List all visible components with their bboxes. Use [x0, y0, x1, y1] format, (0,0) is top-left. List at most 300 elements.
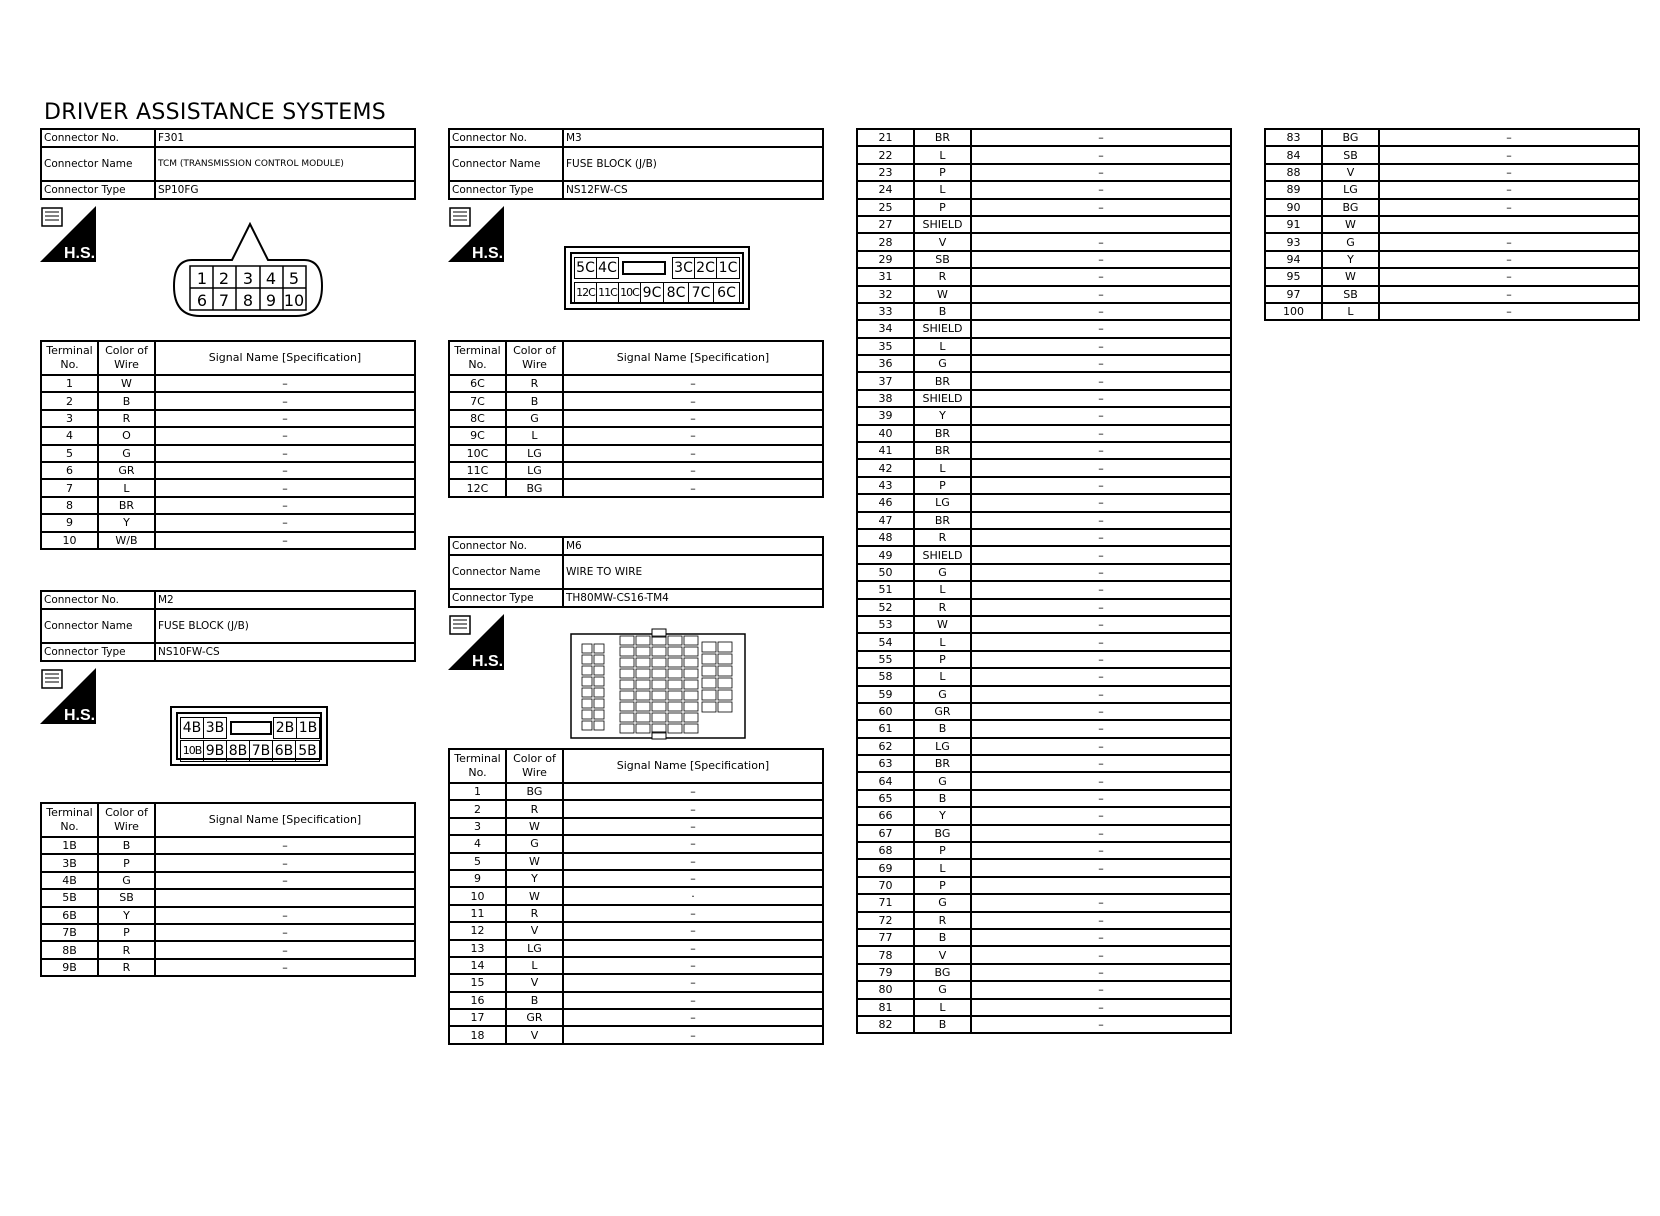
table-row — [857, 651, 1231, 668]
terminal-cell: 94 — [1265, 251, 1322, 268]
table-row — [857, 199, 1231, 216]
signal-name-cell: – — [971, 529, 1231, 546]
signal-name-cell: – — [971, 564, 1231, 581]
table-row — [857, 877, 1231, 894]
terminal-cell: 58 — [857, 668, 914, 685]
table-row — [857, 129, 1231, 146]
wire-color-cell: BR — [914, 425, 971, 442]
signal-name-cell: – — [155, 462, 415, 479]
terminal-cell: 84 — [1265, 146, 1322, 163]
wire-color-cell: P — [98, 854, 155, 871]
terminal-cell: 15 — [449, 974, 506, 991]
terminal-cell: 27 — [857, 216, 914, 233]
terminal-cell: 28 — [857, 233, 914, 250]
signal-name-cell — [971, 877, 1231, 894]
table-row — [449, 445, 823, 462]
terminal-cell: 9C — [449, 427, 506, 444]
signal-name-cell: – — [971, 372, 1231, 389]
wire-color-cell: LG — [1322, 181, 1379, 198]
terminal-cell: 29 — [857, 251, 914, 268]
table-row — [1265, 303, 1639, 320]
wire-color-cell: W — [1322, 268, 1379, 285]
wire-color-cell: B — [914, 1016, 971, 1033]
signal-name-cell: – — [971, 477, 1231, 494]
wire-color-cell: GR — [914, 703, 971, 720]
terminal-cell: 47 — [857, 512, 914, 529]
terminal-cell: 66 — [857, 807, 914, 824]
connector-type-value: TH80MW-CS16-TM4 — [563, 589, 823, 607]
wire-color-cell: R — [98, 410, 155, 427]
wire-color-cell: G — [506, 410, 563, 427]
table-row — [449, 974, 823, 991]
terminal-cell: 49 — [857, 546, 914, 563]
table-row — [1265, 199, 1639, 216]
signal-name-cell: – — [971, 946, 1231, 963]
terminal-cell: 3B — [41, 854, 98, 871]
terminal-cell: 4 — [449, 835, 506, 852]
terminal-cell: 77 — [857, 929, 914, 946]
table-row — [857, 807, 1231, 824]
wire-color-cell: W — [1322, 216, 1379, 233]
terminal-cell: 70 — [857, 877, 914, 894]
signal-name-cell: – — [1379, 146, 1639, 163]
terminal-cell: 6C — [449, 375, 506, 392]
table-row — [41, 410, 415, 427]
terminal-cell: 14 — [449, 957, 506, 974]
table-row — [449, 1009, 823, 1026]
signal-name-cell: – — [563, 392, 823, 409]
signal-name-cell: – — [155, 392, 415, 409]
m6-info-table — [448, 536, 824, 608]
table-row — [857, 459, 1231, 476]
wire-color-cell: BG — [914, 825, 971, 842]
signal-name-cell: – — [563, 1026, 823, 1043]
terminal-cell: 5 — [41, 445, 98, 462]
table-row — [857, 772, 1231, 789]
svg-text:8: 8 — [242, 291, 254, 310]
table-row — [857, 529, 1231, 546]
wire-color-cell: Y — [914, 807, 971, 824]
terminal-cell: 10C — [449, 445, 506, 462]
table-row — [857, 146, 1231, 163]
signal-name-cell: – — [971, 616, 1231, 633]
table-row — [449, 1026, 823, 1043]
wire-color-cell: R — [914, 268, 971, 285]
terminal-cell: 38 — [857, 390, 914, 407]
wire-color-cell: G — [98, 872, 155, 889]
wire-color-cell: G — [914, 772, 971, 789]
table-row — [41, 924, 415, 941]
table-row — [41, 445, 415, 462]
wire-color-cell: R — [506, 375, 563, 392]
terminal-cell: 50 — [857, 564, 914, 581]
terminal-cell: 59 — [857, 686, 914, 703]
terminal-no-header: Terminal No. — [449, 341, 506, 375]
connector-no-label: Connector No. — [449, 129, 563, 147]
hs-badge-icon — [448, 206, 504, 262]
connector-name-value: TCM (TRANSMISSION CONTROL MODULE) — [155, 147, 415, 181]
connector-no-value: M3 — [563, 129, 823, 147]
wire-color-cell: B — [98, 837, 155, 854]
color-header: Color of Wire — [506, 749, 563, 783]
table-row — [449, 887, 823, 904]
signal-name-cell: – — [971, 738, 1231, 755]
table-row — [857, 268, 1231, 285]
signal-name-cell: – — [563, 410, 823, 427]
wire-color-cell: R — [98, 941, 155, 958]
wire-color-cell: B — [914, 929, 971, 946]
terminal-cell: 1B — [41, 837, 98, 854]
signal-name-cell: – — [563, 818, 823, 835]
wire-color-cell: SHIELD — [914, 390, 971, 407]
table-row — [449, 800, 823, 817]
signal-name-cell: – — [563, 940, 823, 957]
connector-name-label: Connector Name — [449, 555, 563, 589]
table-row — [449, 818, 823, 835]
signal-name-cell: – — [971, 999, 1231, 1016]
signal-name-cell: – — [1379, 286, 1639, 303]
terminal-cell: 37 — [857, 372, 914, 389]
wire-color-cell: LG — [506, 445, 563, 462]
f301-info-table — [40, 128, 416, 200]
signal-name-cell: – — [971, 964, 1231, 981]
wire-color-cell: L — [914, 338, 971, 355]
table-row — [1265, 129, 1639, 146]
terminal-cell: 78 — [857, 946, 914, 963]
terminal-cell: 93 — [1265, 233, 1322, 250]
table-row — [857, 946, 1231, 963]
terminal-cell: 63 — [857, 755, 914, 772]
color-header: Color of Wire — [98, 341, 155, 375]
terminal-cell: 2 — [41, 392, 98, 409]
signal-name-cell: – — [971, 512, 1231, 529]
signal-name-cell: – — [563, 445, 823, 462]
table-row — [857, 825, 1231, 842]
terminal-cell: 18 — [449, 1026, 506, 1043]
wire-color-cell: BG — [1322, 199, 1379, 216]
terminal-cell: 9 — [449, 870, 506, 887]
signal-name-cell: – — [1379, 181, 1639, 198]
wire-color-cell: R — [914, 912, 971, 929]
wire-color-cell: Y — [98, 907, 155, 924]
wire-color-cell: L — [506, 427, 563, 444]
wire-color-cell: Y — [506, 870, 563, 887]
terminal-cell: 79 — [857, 964, 914, 981]
terminal-cell: 13 — [449, 940, 506, 957]
terminal-cell: 67 — [857, 825, 914, 842]
table-row — [857, 842, 1231, 859]
terminal-cell: 72 — [857, 912, 914, 929]
table-row — [857, 1016, 1231, 1033]
table-row — [449, 783, 823, 800]
signal-name-cell: – — [971, 251, 1231, 268]
wire-color-cell: L — [914, 181, 971, 198]
signal-name-cell: – — [563, 870, 823, 887]
terminal-cell: 80 — [857, 981, 914, 998]
wire-color-cell: G — [914, 894, 971, 911]
terminal-cell: 100 — [1265, 303, 1322, 320]
table-row — [857, 355, 1231, 372]
signal-name-cell: – — [155, 427, 415, 444]
terminal-cell: 42 — [857, 459, 914, 476]
terminal-no-header: Terminal No. — [449, 749, 506, 783]
table-row — [449, 992, 823, 1009]
terminal-no-header: Terminal No. — [41, 803, 98, 837]
f301-connector-face — [172, 222, 324, 318]
wire-color-cell: G — [914, 355, 971, 372]
wire-color-cell: L — [914, 633, 971, 650]
hs-badge-icon — [448, 614, 504, 670]
signal-name-cell: – — [971, 668, 1231, 685]
wire-color-cell: V — [506, 974, 563, 991]
signal-name-cell: – — [1379, 233, 1639, 250]
signal-name-cell: – — [971, 686, 1231, 703]
connector-name-label: Connector Name — [41, 609, 155, 643]
svg-text:H.S.: H.S. — [472, 245, 504, 262]
table-row — [857, 442, 1231, 459]
wire-color-cell: R — [506, 800, 563, 817]
table-row — [857, 338, 1231, 355]
wire-color-cell: Y — [98, 514, 155, 531]
terminal-cell: 8 — [41, 497, 98, 514]
signal-name-cell: – — [563, 427, 823, 444]
signal-name-cell: – — [155, 907, 415, 924]
terminal-cell: 11C — [449, 462, 506, 479]
wire-color-cell: BR — [914, 442, 971, 459]
signal-name-cell: – — [1379, 164, 1639, 181]
signal-name-cell: – — [971, 894, 1231, 911]
m2-connector-face: 4B 3B 2B 1B 10B 9B 8B 7B 6B 5B — [170, 706, 328, 766]
wire-color-cell: B — [506, 392, 563, 409]
table-row — [449, 462, 823, 479]
table-row — [449, 410, 823, 427]
signal-name-cell: · — [563, 887, 823, 904]
signal-header: Signal Name [Specification] — [563, 341, 823, 375]
signal-name-cell: – — [971, 233, 1231, 250]
wire-color-cell: G — [98, 445, 155, 462]
terminal-cell: 52 — [857, 599, 914, 616]
table-row — [449, 427, 823, 444]
table-row — [449, 375, 823, 392]
table-row — [41, 837, 415, 854]
terminal-cell: 34 — [857, 320, 914, 337]
signal-name-cell: – — [155, 479, 415, 496]
f301-pin-table — [40, 340, 416, 550]
signal-name-cell: – — [563, 853, 823, 870]
terminal-cell: 36 — [857, 355, 914, 372]
signal-name-cell: – — [971, 790, 1231, 807]
signal-name-cell: – — [971, 199, 1231, 216]
terminal-cell: 5B — [41, 889, 98, 906]
wire-color-cell: SHIELD — [914, 216, 971, 233]
signal-name-cell: – — [563, 957, 823, 974]
table-row — [41, 959, 415, 976]
table-row — [449, 392, 823, 409]
terminal-cell: 8B — [41, 941, 98, 958]
signal-name-cell: – — [971, 546, 1231, 563]
wire-color-cell: W — [914, 286, 971, 303]
table-row — [41, 375, 415, 392]
svg-text:H.S.: H.S. — [64, 245, 96, 262]
signal-name-cell: – — [155, 959, 415, 976]
terminal-cell: 48 — [857, 529, 914, 546]
wire-color-cell: BR — [914, 129, 971, 146]
table-row — [857, 964, 1231, 981]
m3-pin-table — [448, 340, 824, 498]
wire-color-cell: B — [98, 392, 155, 409]
wire-color-cell: SB — [1322, 146, 1379, 163]
signal-name-cell: – — [971, 633, 1231, 650]
signal-name-cell: – — [971, 355, 1231, 372]
signal-name-cell: – — [971, 1016, 1231, 1033]
table-row — [857, 390, 1231, 407]
table-row — [857, 164, 1231, 181]
wire-color-cell: B — [506, 992, 563, 1009]
terminal-cell: 65 — [857, 790, 914, 807]
table-row — [41, 889, 415, 906]
svg-text:1: 1 — [196, 269, 208, 288]
wire-color-cell: B — [914, 790, 971, 807]
connector-no-label: Connector No. — [41, 129, 155, 147]
table-row — [857, 633, 1231, 650]
table-row — [857, 790, 1231, 807]
table-row — [41, 941, 415, 958]
terminal-cell: 21 — [857, 129, 914, 146]
terminal-cell: 33 — [857, 303, 914, 320]
m2-pin-table — [40, 802, 416, 977]
table-row — [857, 512, 1231, 529]
table-row — [41, 479, 415, 496]
wire-color-cell: R — [914, 529, 971, 546]
table-row — [857, 216, 1231, 233]
wire-color-cell: G — [914, 981, 971, 998]
signal-name-cell: – — [1379, 251, 1639, 268]
table-row — [857, 477, 1231, 494]
wire-color-cell: L — [914, 146, 971, 163]
signal-name-cell: – — [971, 390, 1231, 407]
color-header: Color of Wire — [98, 803, 155, 837]
m6-connector-face — [570, 628, 746, 740]
wire-color-cell: LG — [506, 462, 563, 479]
signal-name-cell: – — [563, 800, 823, 817]
table-row — [857, 686, 1231, 703]
signal-name-cell: – — [971, 303, 1231, 320]
signal-name-cell: – — [971, 459, 1231, 476]
terminal-cell: 71 — [857, 894, 914, 911]
terminal-cell: 35 — [857, 338, 914, 355]
wire-color-cell: P — [914, 842, 971, 859]
terminal-cell: 25 — [857, 199, 914, 216]
wire-color-cell: R — [506, 905, 563, 922]
terminal-cell: 61 — [857, 720, 914, 737]
m2-info-table — [40, 590, 416, 662]
wire-color-cell: SHIELD — [914, 320, 971, 337]
signal-name-cell: – — [155, 497, 415, 514]
wire-color-cell: V — [506, 1026, 563, 1043]
signal-name-cell: – — [1379, 268, 1639, 285]
signal-name-cell: – — [1379, 199, 1639, 216]
table-row — [41, 854, 415, 871]
table-row — [1265, 181, 1639, 198]
svg-text:5: 5 — [288, 269, 300, 288]
signal-name-cell — [155, 889, 415, 906]
connector-type-value: SP10FG — [155, 181, 415, 199]
wire-color-cell: L — [98, 479, 155, 496]
connector-no-label: Connector No. — [449, 537, 563, 555]
wire-color-cell: V — [1322, 164, 1379, 181]
wire-color-cell: O — [98, 427, 155, 444]
terminal-cell: 32 — [857, 286, 914, 303]
terminal-cell: 54 — [857, 633, 914, 650]
table-row — [449, 957, 823, 974]
terminal-cell: 90 — [1265, 199, 1322, 216]
terminal-cell: 89 — [1265, 181, 1322, 198]
wire-color-cell: L — [506, 957, 563, 974]
page-title: DRIVER ASSISTANCE SYSTEMS — [44, 100, 387, 125]
terminal-cell: 6 — [41, 462, 98, 479]
svg-text:4: 4 — [265, 269, 277, 288]
terminal-cell: 55 — [857, 651, 914, 668]
table-row — [857, 981, 1231, 998]
connector-no-label: Connector No. — [41, 591, 155, 609]
signal-name-cell: – — [971, 407, 1231, 424]
signal-name-cell: – — [971, 599, 1231, 616]
table-row — [857, 546, 1231, 563]
connector-type-label: Connector Type — [449, 181, 563, 199]
m6-pin-table — [448, 748, 824, 1045]
table-row — [857, 720, 1231, 737]
wire-color-cell: SHIELD — [914, 546, 971, 563]
table-row — [41, 497, 415, 514]
wire-color-cell: BR — [914, 372, 971, 389]
wire-color-cell: P — [914, 477, 971, 494]
wire-color-cell: V — [914, 233, 971, 250]
wire-color-cell: BR — [914, 755, 971, 772]
signal-name-cell — [971, 216, 1231, 233]
signal-name-cell: – — [563, 1009, 823, 1026]
wire-color-cell: L — [914, 668, 971, 685]
wire-color-cell: B — [914, 720, 971, 737]
table-row — [857, 616, 1231, 633]
wire-color-cell: G — [1322, 233, 1379, 250]
table-row — [449, 835, 823, 852]
terminal-cell: 9 — [41, 514, 98, 531]
signal-name-cell: – — [1379, 129, 1639, 146]
table-row — [857, 303, 1231, 320]
terminal-cell: 6B — [41, 907, 98, 924]
svg-text:3: 3 — [242, 269, 254, 288]
table-row — [857, 425, 1231, 442]
signal-name-cell: – — [155, 872, 415, 889]
svg-text:7: 7 — [218, 291, 230, 310]
terminal-cell: 2 — [449, 800, 506, 817]
terminal-cell: 82 — [857, 1016, 914, 1033]
table-row — [449, 479, 823, 496]
terminal-cell: 7B — [41, 924, 98, 941]
wire-color-cell: P — [914, 164, 971, 181]
table-row — [857, 407, 1231, 424]
terminal-cell: 10 — [41, 532, 98, 549]
terminal-cell: 81 — [857, 999, 914, 1016]
connector-name-label: Connector Name — [449, 147, 563, 181]
wire-color-cell: BG — [914, 964, 971, 981]
wire-color-cell: P — [98, 924, 155, 941]
wire-color-cell: Y — [914, 407, 971, 424]
terminal-cell: 16 — [449, 992, 506, 1009]
table-row — [449, 905, 823, 922]
terminal-cell: 11 — [449, 905, 506, 922]
table-row — [41, 907, 415, 924]
